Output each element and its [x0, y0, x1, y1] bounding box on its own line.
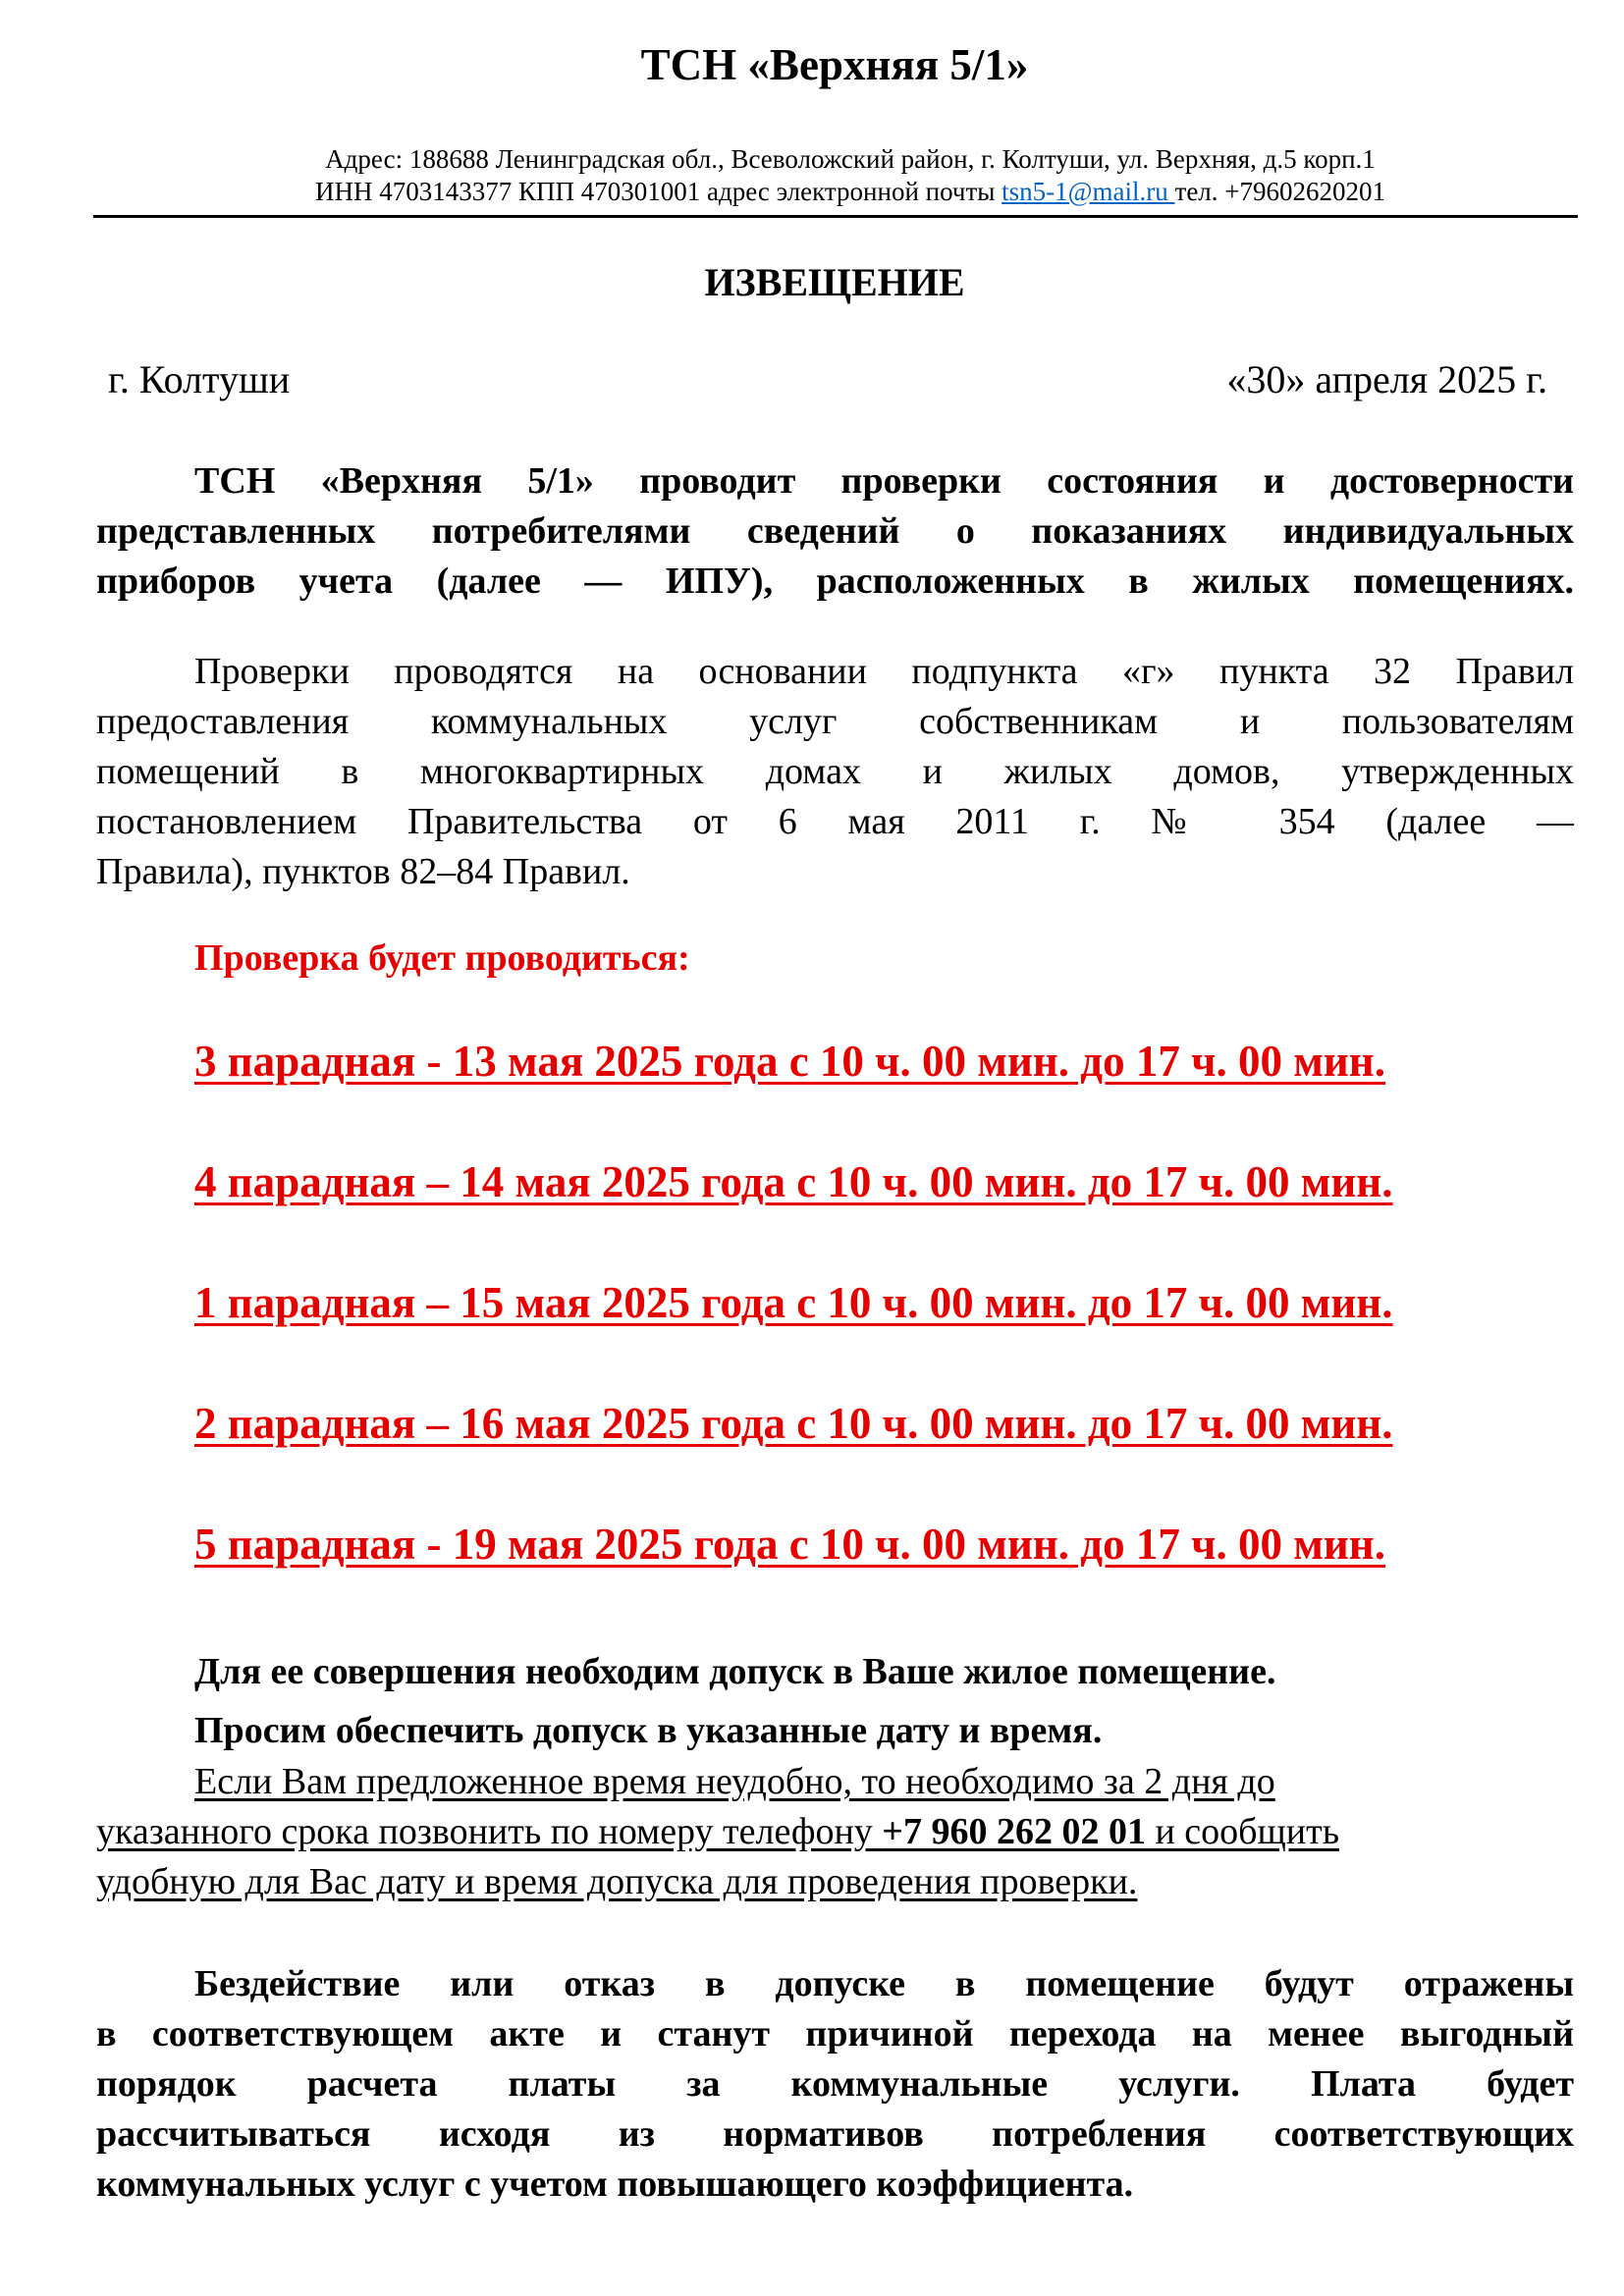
document-date: «30» апреля 2025 г. — [1226, 357, 1547, 401]
document-title: ИЗВЕЩЕНИЕ — [704, 260, 965, 304]
reschedule-text: удобную для Вас дату и время допуска для проведения проверки. — [96, 1861, 1138, 1902]
org-address: Адрес: 188688 Ленинградская обл., Всеволожский район, г. Колтуши, ул. Верхняя, д.5 корп.1 — [325, 144, 1376, 174]
reschedule-text: Если Вам предложенное время неудобно, то необходимо за 2 дня до — [194, 1761, 1275, 1802]
schedule-item: 1 парадная – 15 мая 2025 года с 10 ч. 00 мин. до 17 ч. 00 мин. — [194, 1278, 1393, 1327]
basis-line: предоставления коммунальных услуг собственникам и пользователям — [96, 701, 1574, 742]
intro-line: ТСН «Верхняя 5/1» проводит проверки состояния и достоверности — [194, 460, 1574, 502]
intro-paragraph — [96, 456, 1574, 607]
warning-line: в соответствующем акте и станут причиной перехода на менее выгодный — [96, 2013, 1574, 2055]
warning-line: коммунальных услуг с учетом повышающего коэффициента. — [96, 2163, 1134, 2205]
warning-line: рассчитываться исходя из нормативов потребления соответствующих — [96, 2113, 1574, 2155]
schedule-item: 2 парадная – 16 мая 2025 года с 10 ч. 00 мин. до 17 ч. 00 мин. — [194, 1399, 1393, 1448]
schedule-item: 5 парадная - 19 мая 2025 года с 10 ч. 00 мин. до 17 ч. 00 мин. — [194, 1520, 1385, 1569]
reschedule-line — [96, 1857, 1574, 1907]
warning-paragraph — [96, 1959, 1574, 2210]
basis-line: постановлением Правительства от 6 мая 2011 г. № 354 (далее — — [96, 801, 1574, 842]
header-divider — [93, 215, 1578, 218]
access-required: Для ее совершения необходим допуск в Ваше жилое помещение. — [194, 1651, 1276, 1692]
schedule-item: 4 парадная – 14 мая 2025 года с 10 ч. 00 мин. до 17 ч. 00 мин. — [194, 1157, 1393, 1206]
intro-line: представленных потребителями сведений о показаниях индивидуальных — [96, 510, 1574, 552]
reschedule-line — [96, 1807, 1574, 1857]
org-contacts — [0, 177, 1624, 207]
basis-line: Правила), пунктов 82–84 Правил. — [96, 851, 630, 892]
intro-line: приборов учета (далее — ИПУ), расположенных в жилых помещениях. — [96, 561, 1574, 602]
reschedule-text: и сообщить — [1145, 1811, 1340, 1852]
reschedule-paragraph — [96, 1757, 1574, 1907]
schedule-item: 3 парадная - 13 мая 2025 года с 10 ч. 00 мин. до 17 ч. 00 мин. — [194, 1037, 1385, 1086]
document-city: г. Колтуши — [108, 357, 291, 401]
schedule-heading: Проверка будет проводиться: — [194, 937, 690, 979]
reschedule-text: указанного срока позвонить по номеру телефону — [96, 1811, 883, 1852]
reschedule-line — [96, 1757, 1574, 1807]
org-phone: тел. +79602620201 — [1174, 177, 1385, 206]
warning-line: Бездействие или отказ в допуске в помещение будут отражены — [194, 1963, 1574, 2004]
basis-paragraph — [96, 647, 1574, 897]
access-request: Просим обеспечить допуск в указанные дату и время. — [194, 1710, 1103, 1751]
org-ids: ИНН 4703143377 КПП 470301001 адрес электронной почты — [314, 177, 1002, 206]
warning-line: порядок расчета платы за коммунальные услуги. Плата будет — [96, 2063, 1574, 2105]
org-title: ТСН «Верхняя 5/1» — [640, 40, 1029, 89]
org-email-link[interactable]: tsn5-1@mail.ru — [1001, 177, 1175, 206]
contact-phone: +7 960 262 02 01 — [882, 1811, 1146, 1852]
basis-line: Проверки проводятся на основании подпункта «г» пункта 32 Правил — [194, 651, 1574, 692]
basis-line: помещений в многоквартирных домах и жилых домов, утвержденных — [96, 751, 1574, 792]
